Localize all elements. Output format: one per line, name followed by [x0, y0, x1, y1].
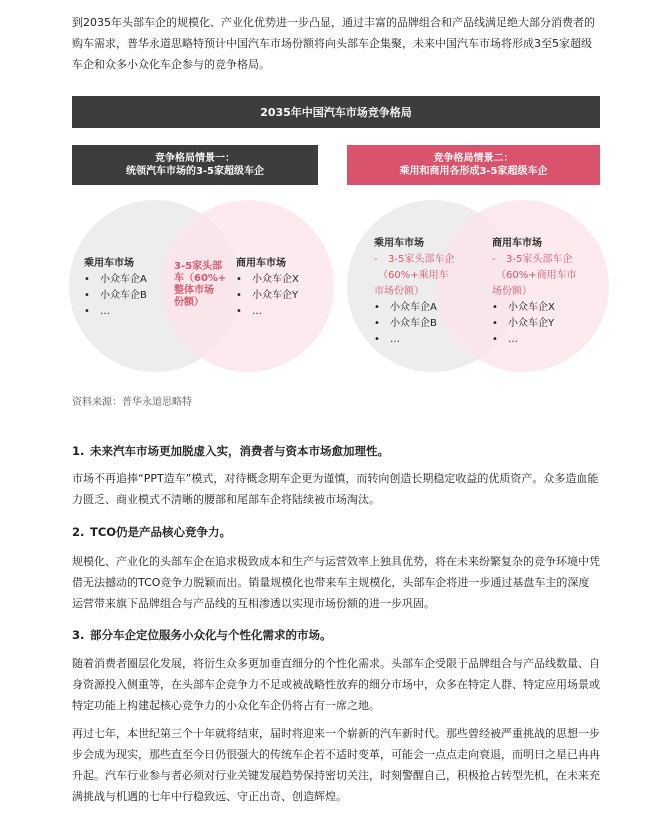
venn-1-left-title: 乘用车市场: [84, 258, 134, 269]
venn-2-right-title: 商用车市场: [492, 238, 542, 249]
section-number: 3.: [72, 628, 85, 642]
venn-1-right-label: [236, 256, 299, 320]
list-item: • 小众车企A: [84, 274, 147, 285]
venn-1-right-title: 商用车市场: [236, 258, 286, 269]
intro-paragraph: 到2035年头部车企的规模化、产业化优势进一步凸显，通过丰富的品牌组合和产品线满足绝大部分消费者的购车需求，普华永道思略特预计中国汽车市场份额将向头部车企集聚，未来中国汽车市场将形成3至5家超级车企和众多小众化车企参与的竞争格局。: [72, 16, 595, 71]
list-item: • …: [374, 334, 400, 345]
section-1-heading: [72, 441, 600, 461]
list-item: • …: [492, 334, 518, 345]
list-item: • 小众车企Y: [236, 290, 299, 301]
section-2-heading: [72, 522, 600, 542]
closing-paragraph: 再过七年，本世纪第三个十年就将结束，届时将迎来一个崭新的汽车新时代。那些曾经被严重挑战的思想一步步会成为现实，那些直至今日仍很强大的传统车企若不适时变革，可能会一点点走向衰退，而明日之星已冉冉升起。汽车行业参与者必须对行业关键发展趋势保持密切关注，时刻警醒自己，积极抢占转型先机，在未来充满挑战与机遇的七年中行稳致远、守正出奇、创造辉煌。: [72, 727, 600, 803]
scenario-2-line1: 竞争格局情景二：: [433, 153, 514, 164]
scenario-1-line2: 统领汽车市场的3-5家超级车企: [125, 166, 265, 177]
section-3-body: 随着消费者圈层化发展，将衍生众多更加垂直细分的个性化需求。头部车企受限于品牌组合与产品线数量、自身资源投入侧重等，在头部车企竞争力不足或被战略性放弃的细分市场中，众多在特定人群、特定应用场景或特定功能上构建起核心竞争力的小众化车企仍将占有一席之地。: [72, 657, 600, 712]
section-1-body: 市场不再追捧“PPT造车”模式，对待概念期车企更为谨慎，而转向创造长期稳定收益的优质资产。众多造血能力匮乏、商业模式不清晰的腰部和尾部车企将陆续被市场淘汰。: [72, 472, 599, 506]
section-number: 2.: [72, 525, 85, 539]
section-title: 部分车企定位服务小众化与个性化需求的市场。: [90, 628, 332, 642]
list-item: • 小众车企B: [374, 318, 437, 329]
venn-2-right-label: [492, 236, 577, 348]
section-number: 1.: [72, 444, 85, 458]
list-item: • 小众车企Y: [492, 318, 555, 329]
figure-title: 2035年中国汽车市场竞争格局: [72, 96, 600, 128]
figure-source: 资料来源：普华永道思略特: [72, 397, 192, 408]
section-title: 未来汽车市场更加脱虚入实，消费者与资本市场愈加理性。: [90, 444, 389, 458]
scenario-2-header: [347, 145, 600, 185]
list-item: • 小众车企B: [84, 290, 147, 301]
venn-1-overlap-label: 3-5家头部 车（60%+ 整体市场 份额）: [174, 261, 227, 308]
venn-2-left-highlight: - 3-5家头部车企 （60%+乘用车 市场份额）: [374, 254, 455, 297]
list-item: • 小众车企A: [374, 302, 437, 313]
scenario-1-header: [72, 145, 318, 185]
venn-2-right-highlight: - 3-5家头部车企 （60%+商用车市 场份额）: [492, 254, 577, 297]
section-title: TCO仍是产品核心竞争力。: [90, 525, 232, 539]
venn-2-left-title: 乘用车市场: [374, 238, 424, 249]
list-item: • 小众车企X: [492, 302, 555, 313]
section-3-heading: [72, 625, 600, 645]
list-item: • …: [236, 306, 262, 317]
scenario-1-line1: 竞争格局情景一：: [155, 153, 235, 164]
venn-1-left-label: [84, 256, 147, 320]
section-2-body: 规模化、产业化的头部车企在追求极致成本和生产与运营效率上独具优势，将在未来纷繁复杂的竞争环境中凭借无法撼动的TCO竞争力脱颖而出。销量规模化也带来车主规模化，头部车企将进一步通过基盘车主的深度运营带来旗下品牌组合与产品线的互相渗透以实现市场份额的进一步巩固。: [72, 555, 600, 610]
scenario-2-line2: 乘用和商用各形成3-5家超级车企: [399, 166, 548, 177]
list-item: • …: [84, 306, 110, 317]
venn-2-left-label: [374, 236, 454, 348]
list-item: • 小众车企X: [236, 274, 299, 285]
